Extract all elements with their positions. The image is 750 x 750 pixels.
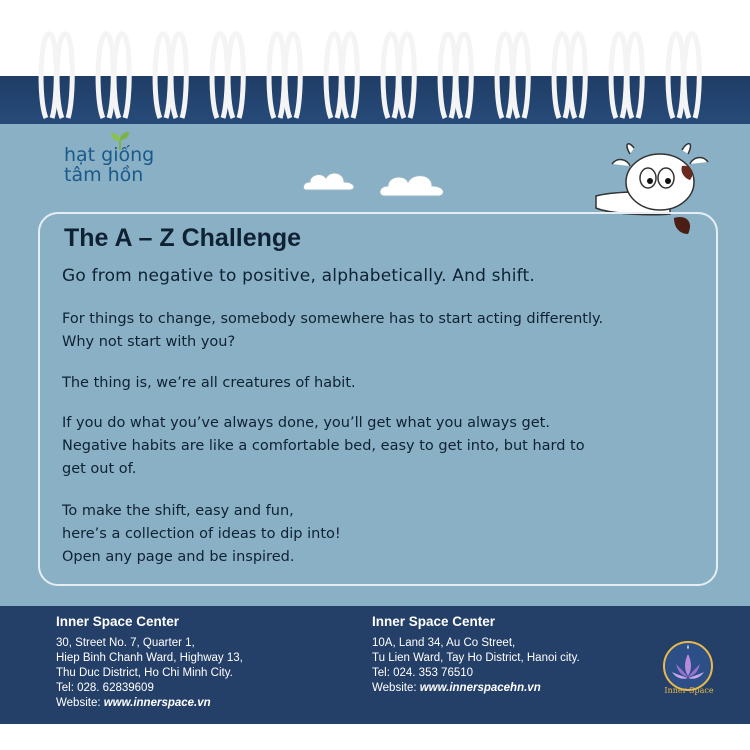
logo-line-2: tâm hồn [64,164,144,186]
card-subtitle: Go from negative to positive, alphabetically. And shift. [62,266,535,286]
paragraph-line: Open any page and be inspired. [62,549,295,565]
emblem-text: Inner Space [664,686,714,695]
spiral-ring [497,34,512,118]
footer-line: Tel: 024. 353 76510 [372,667,474,679]
footer-line: 10A, Land 34, Au Co Street, [372,637,516,649]
spiral-ring [228,34,243,118]
spiral-ring [57,34,72,118]
brand-logo [64,136,184,188]
paragraph-3 [62,412,585,481]
spiral-ring [399,34,414,118]
card-title: The A – Z Challenge [64,224,302,252]
footer-website-line [56,696,243,711]
spiral-ring [155,34,170,118]
spiral-ring [285,34,300,118]
paragraph-line: The thing is, we’re all creatures of habit. [62,375,356,391]
spiral-ring [554,34,569,118]
footer-address-hanoi [372,614,580,696]
spiral-ring [440,34,455,118]
website-link[interactable]: www.innerspacehn.vn [419,682,541,694]
footer-center-name: Inner Space Center [372,614,496,629]
paragraph-line: Why not start with you? [62,334,236,350]
spiral-ring [668,34,683,118]
spiral-ring [611,34,626,118]
footer-line: Tel: 028. 62839609 [56,682,154,694]
spiral-ring [326,34,341,118]
logo-line-1: hạt giống [64,144,155,166]
footer-line: Thu Duc District, Ho Chi Minh City. [56,667,233,679]
website-label: Website: [56,697,101,709]
spiral-ring [513,34,528,118]
spiral-ring [456,34,471,118]
spiral-ring [269,34,284,118]
paragraph-line: get out of. [62,461,137,477]
spiral-ring [383,34,398,118]
footer-address-hcm [56,614,243,711]
cloud-icon [300,160,460,210]
spiral-ring [627,34,642,118]
website-label: Website: [372,682,417,694]
spiral-ring [684,34,699,118]
spiral-ring [342,34,357,118]
spiral-ring [212,34,227,118]
footer-line: Tu Lien Ward, Tay Ho District, Hanoi city. [372,652,580,664]
spiral-ring [114,34,129,118]
paragraph-line: If you do what you’ve always done, you’ll get what you always get. [62,415,550,431]
paragraph-line: Negative habits are like a comfortable bed, easy to get into, but hard to [62,438,585,454]
paragraph-2 [62,372,356,395]
footer-line: Hiep Binh Chanh Ward, Highway 13, [56,652,243,664]
website-link[interactable]: www.innerspace.vn [103,697,211,709]
paragraph-1 [62,308,603,354]
paragraph-line: To make the shift, easy and fun, [62,503,294,519]
spiral-binding-icon [0,0,750,140]
spiral-ring [570,34,585,118]
footer-website-line [372,681,580,696]
footer-line: 30, Street No. 7, Quarter 1, [56,637,195,649]
spiral-ring [98,34,113,118]
spiral-ring [41,34,56,118]
paragraph-line: For things to change, somebody somewhere has to start acting differently. [62,311,604,327]
bottom-margin [0,724,750,750]
paragraph-line: here’s a collection of ideas to dip into! [62,526,341,542]
paragraph-4 [62,500,341,569]
spiral-ring [171,34,186,118]
footer-center-name: Inner Space Center [56,614,180,629]
